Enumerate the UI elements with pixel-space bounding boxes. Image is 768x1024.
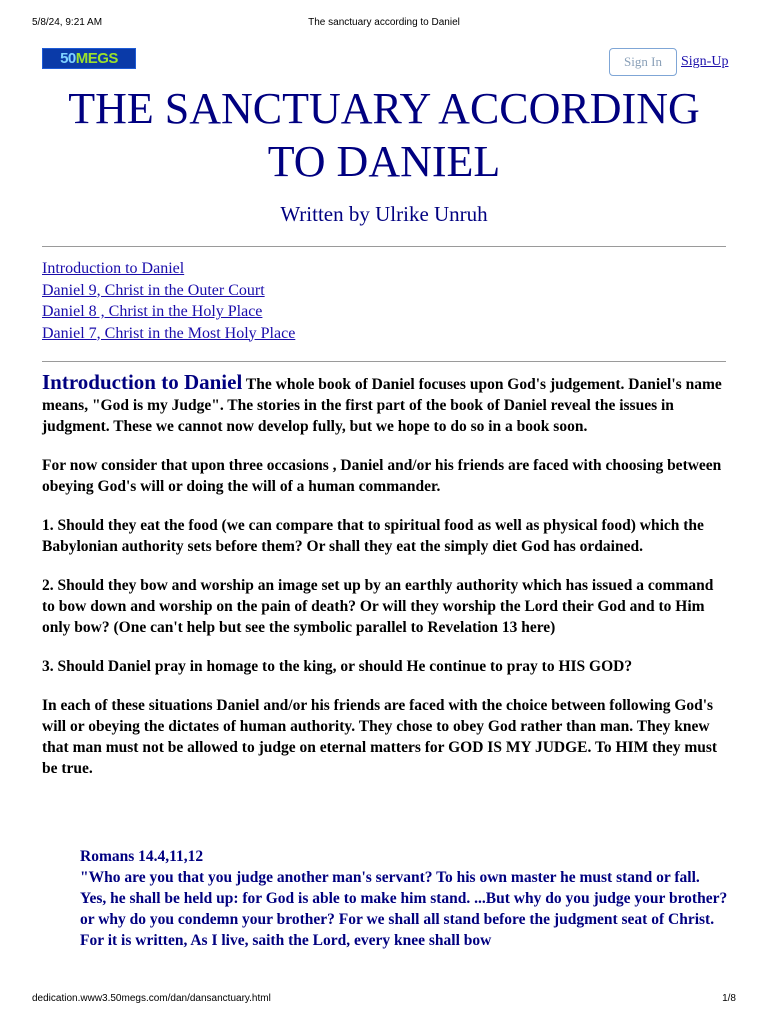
intro-paragraph [42, 372, 728, 437]
site-logo[interactable] [42, 48, 136, 69]
divider-bottom [42, 361, 726, 362]
logo-text: MEGS [75, 50, 118, 67]
toc-link-daniel-9[interactable]: Daniel 9, Christ in the Outer Court [42, 281, 265, 299]
divider-top [42, 246, 726, 247]
toc-item [42, 301, 295, 323]
toc-link-daniel-8[interactable]: Daniel 8 , Christ in the Holy Place [42, 303, 263, 320]
print-footer [32, 993, 736, 1007]
scripture-quote [80, 846, 728, 951]
toc-link-daniel-7[interactable]: Daniel 7, Christ in the Most Holy Place [42, 324, 296, 342]
toc-item [42, 280, 295, 302]
page-title: THE SANCTUARY ACCORDING TO DANIEL [68, 84, 700, 186]
print-page-title: The sanctuary according to Daniel [308, 17, 460, 28]
article-body [42, 372, 728, 797]
paragraph-text: The whole book of Daniel focuses upon God's judgement. Daniel's name means, "God is my Judge". The stories in the first part of the book of Daniel reveal the issues in judgment. These we cannot now develop fully, but we hope to do so in a book soon. [42, 376, 722, 435]
paragraph: In each of these situations Daniel and/or his friends are faced with the choice between following God's will or obeying the dictates of human authority. They chose to obey God rather than man. They knew that man must not be allowed to judge on eternal matters for GOD IS MY JUDGE. To HIM they must be true. [42, 697, 718, 777]
logo-number: 50 [60, 50, 76, 67]
toc-item [42, 258, 295, 280]
paragraph: For now consider that upon three occasions , Daniel and/or his friends are faced with choosing between obeying God's will or doing the will of a human commander. [42, 457, 722, 495]
print-page-number: 1/8 [722, 993, 736, 1004]
scripture-reference: Romans 14.4,11,12 [80, 848, 204, 865]
table-of-contents [42, 258, 295, 344]
toc-link-introduction[interactable]: Introduction to Daniel [42, 260, 185, 277]
paragraph: 1. Should they eat the food (we can compare that to spiritual food as well as physical food) which the Babylonian authority sets before them? Or shall they eat the simply diet God has ordained. [42, 517, 704, 555]
print-url: dedication.www3.50megs.com/dan/dansanctuary.html [32, 993, 271, 1004]
paragraph: 2. Should they bow and worship an image set up by an earthly authority which has issued a command to bow down and worship on the pain of death? Or will they worship the Lord their God and to Him only bow? (One can't help but see the symbolic parallel to Revelation 13 here) [42, 577, 714, 636]
sign-in-button[interactable]: Sign In [609, 48, 677, 76]
print-datetime: 5/8/24, 9:21 AM [32, 17, 103, 28]
scripture-text: "Who are you that you judge another man's servant? To his own master he must stand or fall. Yes, he shall be held up: for God is able to make him stand. ...But why do you judge your brother? or why do you condemn your brother? For we shall all stand before the judgment seat of Christ. For it is written, As I live, saith the Lord, every knee shall bow [80, 869, 728, 949]
toc-item [42, 323, 295, 345]
byline: Written by Ulrike Unruh [280, 202, 488, 226]
sign-up-link[interactable]: Sign-Up [681, 54, 729, 69]
intro-heading: Introduction to Daniel [42, 370, 243, 394]
paragraph: 3. Should Daniel pray in homage to the king, or should He continue to pray to HIS GOD? [42, 658, 633, 675]
print-header [32, 17, 736, 31]
